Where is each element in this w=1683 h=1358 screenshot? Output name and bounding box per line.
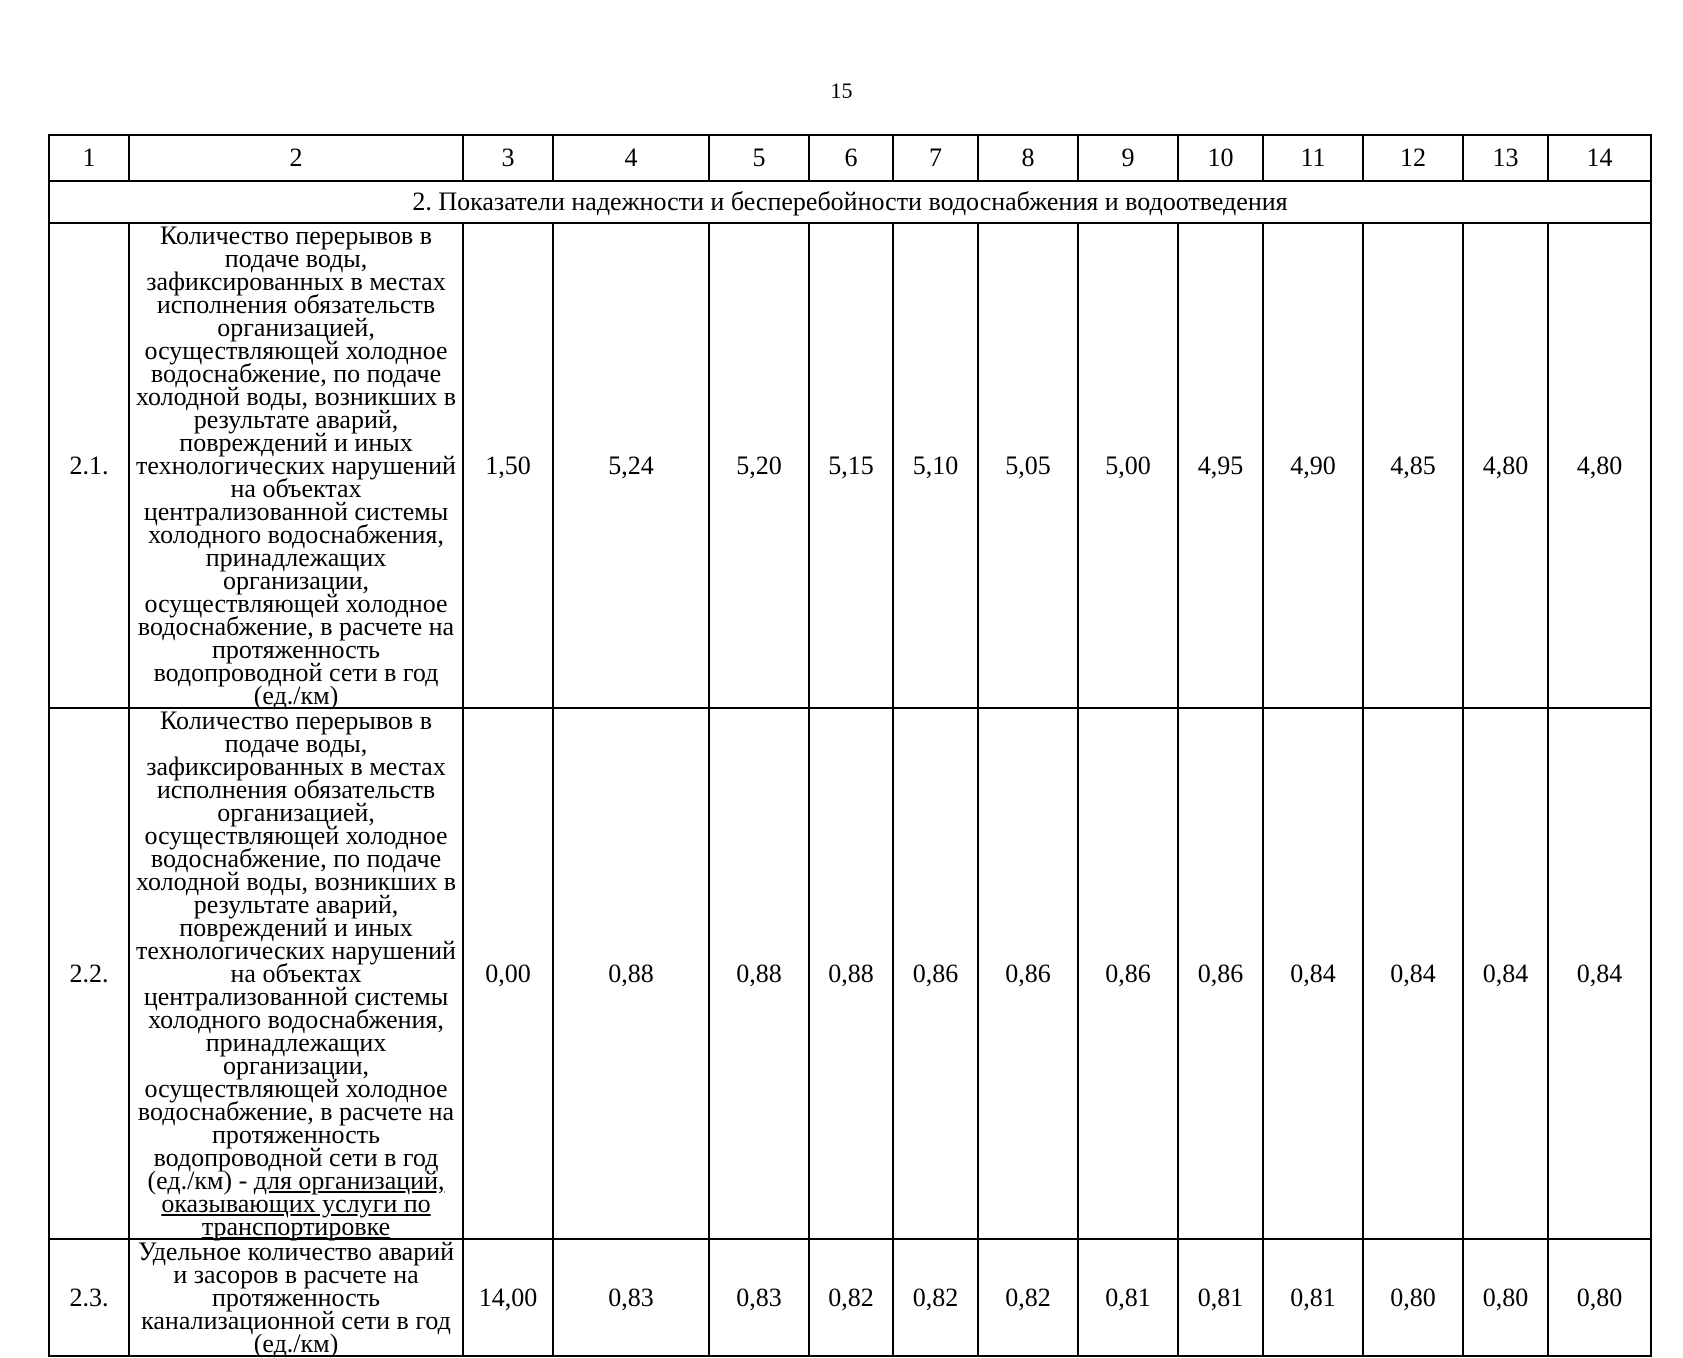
row-description-underlined: для организаций, оказывающих услуги по транспортировке xyxy=(161,1166,445,1241)
value-cell: 4,80 xyxy=(1548,223,1651,708)
value-cell: 5,00 xyxy=(1078,223,1178,708)
value-cell: 5,05 xyxy=(978,223,1078,708)
value-cell: 0,00 xyxy=(463,708,553,1239)
value-cell: 0,81 xyxy=(1078,1239,1178,1356)
column-header: 1 xyxy=(49,135,129,181)
value-cell: 0,81 xyxy=(1178,1239,1263,1356)
column-header: 9 xyxy=(1078,135,1178,181)
row-number: 2.2. xyxy=(49,708,129,1239)
table-row xyxy=(49,708,1651,1239)
column-header: 6 xyxy=(809,135,893,181)
value-cell: 0,81 xyxy=(1263,1239,1363,1356)
row-description-text: Количество перерывов в подаче воды, зафиксированных в местах исполнения обязательств организацией, осуществляющей холодное водоснабжение, по подаче холодной воды, возникших в результате аварий, повреждений и иных технологических нарушений на объектах централизованной системы холодного водоснабжения, принадлежащих организации, осуществляющей холодное водоснабжение, в расчете на протяженность водопроводной сети в год (ед./км) - xyxy=(135,706,457,1195)
value-cell: 5,15 xyxy=(809,223,893,708)
value-cell: 0,82 xyxy=(978,1239,1078,1356)
column-header: 5 xyxy=(709,135,809,181)
value-cell: 0,80 xyxy=(1363,1239,1463,1356)
column-number-row xyxy=(49,135,1651,181)
column-header: 8 xyxy=(978,135,1078,181)
value-cell: 0,88 xyxy=(553,708,709,1239)
value-cell: 0,83 xyxy=(709,1239,809,1356)
value-cell: 0,84 xyxy=(1263,708,1363,1239)
row-description: Количество перерывов в подаче воды, зафиксированных в местах исполнения обязательств организацией, осуществляющей холодное водоснабжение, по подаче холодной воды, возникших в результате аварий, повреждений и иных технологических нарушений на объектах централизованной системы холодного водоснабжения, принадлежащих организации, осуществляющей холодное водоснабжение, в расчете на протяженность водопроводной сети в год (ед./км) xyxy=(129,223,463,708)
value-cell: 0,80 xyxy=(1548,1239,1651,1356)
column-header: 2 xyxy=(129,135,463,181)
row-description: Удельное количество аварий и засоров в расчете на протяженность канализационной сети в год (ед./км) xyxy=(129,1239,463,1356)
value-cell: 14,00 xyxy=(463,1239,553,1356)
value-cell: 0,84 xyxy=(1548,708,1651,1239)
column-header: 13 xyxy=(1463,135,1548,181)
section-title: 2. Показатели надежности и бесперебойности водоснабжения и водоотведения xyxy=(49,181,1651,223)
value-cell: 0,82 xyxy=(893,1239,978,1356)
section-row xyxy=(49,181,1651,223)
value-cell: 5,20 xyxy=(709,223,809,708)
value-cell: 4,90 xyxy=(1263,223,1363,708)
value-cell: 0,86 xyxy=(1078,708,1178,1239)
value-cell: 0,86 xyxy=(978,708,1078,1239)
value-cell: 0,86 xyxy=(1178,708,1263,1239)
column-header: 12 xyxy=(1363,135,1463,181)
column-header: 3 xyxy=(463,135,553,181)
indicators-table xyxy=(48,134,1652,1357)
row-number: 2.1. xyxy=(49,223,129,708)
column-header: 11 xyxy=(1263,135,1363,181)
row-number: 2.3. xyxy=(49,1239,129,1356)
table-row xyxy=(49,223,1651,708)
page-number: 15 xyxy=(830,78,853,103)
value-cell: 4,85 xyxy=(1363,223,1463,708)
value-cell: 0,88 xyxy=(709,708,809,1239)
value-cell: 1,50 xyxy=(463,223,553,708)
value-cell: 4,95 xyxy=(1178,223,1263,708)
column-header: 7 xyxy=(893,135,978,181)
column-header: 14 xyxy=(1548,135,1651,181)
value-cell: 0,84 xyxy=(1363,708,1463,1239)
row-description xyxy=(129,708,463,1239)
value-cell: 0,80 xyxy=(1463,1239,1548,1356)
value-cell: 0,83 xyxy=(553,1239,709,1356)
value-cell: 0,88 xyxy=(809,708,893,1239)
value-cell: 0,84 xyxy=(1463,708,1548,1239)
column-header: 4 xyxy=(553,135,709,181)
table-row xyxy=(49,1239,1651,1356)
column-header: 10 xyxy=(1178,135,1263,181)
value-cell: 0,82 xyxy=(809,1239,893,1356)
value-cell: 4,80 xyxy=(1463,223,1548,708)
value-cell: 5,10 xyxy=(893,223,978,708)
value-cell: 0,86 xyxy=(893,708,978,1239)
value-cell: 5,24 xyxy=(553,223,709,708)
